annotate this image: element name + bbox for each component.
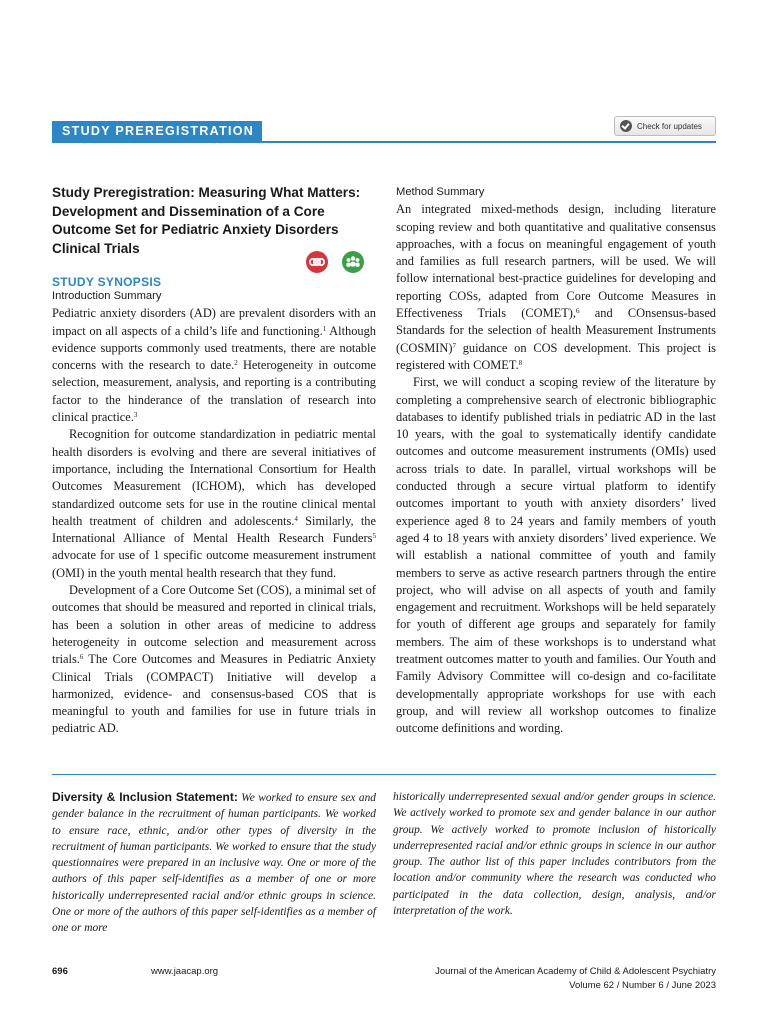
journal-website-link[interactable]: www.jaacap.org bbox=[151, 966, 219, 977]
section-banner: STUDY PREREGISTRATION bbox=[52, 121, 262, 142]
check-updates-icon bbox=[620, 120, 632, 132]
diversity-text-right: historically underrepresented sexual and/or gender groups in science. We actively worked to promote sex and gender balance in our author group. We actively worked to promote inclusion of historically underrepresented racial and/or ethnic groups in science in our author group. The author list of this paper includes contributors from the location and/or community where the research was conducted who participated in the data collection, design, analysis, and/or interpretation of the work. bbox=[393, 791, 716, 918]
synopsis-heading: STUDY SYNOPSIS bbox=[52, 275, 162, 289]
intro-paragraph-1: Pediatric anxiety disorders (AD) are prevalent disorders with an impact on all aspects of a child’s life and functioning.$^1$ Although evidence supports commonly used treatments, there are notable concerns with the research to date.$^2$ Heterogeneity in outcome selection, measurement, analysis, and reporting is a contributing factor to the hinderance of the translation of research into clinical practice.$^3$ bbox=[52, 306, 377, 425]
check-updates-label: Check for updates bbox=[637, 121, 702, 131]
diversity-right bbox=[393, 789, 716, 919]
intro-paragraph-2: Recognition for outcome standardization in pediatric mental health disorders is evolving and there are several initiatives of importance, including the International Consortium for Health Outcomes Measurement (ICHOM), which has developed standardized outcome sets for use in the routine clinical mental health treatment of children and adolescents.$^4$ Similarly, the International Alliance of Mental Health Research Funders$^5$ advocate for use of 1 specific outcome measurement instrument (OMI) in the youth mental health research that they fund. bbox=[52, 427, 376, 580]
intro-paragraph-3: Development of a Core Outcome Set (COS), a minimal set of outcomes that should be measured and reported in clinical trials, has been a solution in other areas of medicine to address heterogeneity in outcome selection and measurement across trials.$^6$ The Core Outcomes and Measures in Pediatric Anxiety Clinical Trials (COMPACT) Initiative will develop a harmonized, evidence- and consensus-based COS that is meaningful to youth and families for use in future trials in pediatric AD. bbox=[52, 583, 376, 736]
diversity-text-left: We worked to ensure sex and gender balance in the recruitment of human participants. We worked to ensure race, ethnic, and/or other types of diversity in the recruitment of human participants. We worked to ensure that the study questionnaires were prepared in an inclusive way. One or more of the authors of this paper self-identifies as a member of one or more historically underrepresented racial and/or ethnic groups in science. One or more of the authors of this paper self-identifies as a member of one or more bbox=[52, 792, 376, 935]
journal-issue: Volume 62 / Number 6 / June 2023 bbox=[569, 980, 716, 991]
page-number: 696 bbox=[52, 966, 68, 977]
check-for-updates-button[interactable] bbox=[614, 116, 716, 136]
method-paragraph-1: An integrated mixed-methods design, including literature scoping review and both quantitative and qualitative consensus approaches, with a focus on meaningful engagement of youth and families as full research partners, will be used. We will follow international best-practice guidelines for developing and reporting COSs, adapted from Core Outcome Measures in Effectiveness Trials (COMET),$^6$ and COnsensus-based Standards for the selection of health Measurement Instruments (COSMIN)$^7$ guidance on COS development. This project is registered with COMET.$^8$ bbox=[396, 202, 717, 372]
method-paragraph-2: First, we will conduct a scoping review of the literature by completing a comprehensive search of electronic bibliographic databases to identify published trials in pediatric AD in the last 10 years, with the goal to systematically identify candidate outcomes and outcome measurement instruments (OMIs) used across trials to date. In parallel, virtual workshops will be conducted through a secure virtual platform to identify outcomes important to youth with anxiety disorders’ lived experience aged 8 to 24 years and family members of youth aged 4 to 18 years with anxiety disorders’ lived experience. We will establish a national committee of youth and family members to serve as active research partners through the entire project, who will advise on all aspects of youth and family engagement and recruitment. Workshops will be held separately for youth of different age groups and separately for family members. The aim of these workshops is to understand what treatment outcomes matter to youth and families. Our Youth and Family Advisory Committee will co-design and co-facilitate developmentally appropriate workshops for use with each group, and will review all workshop outcomes to finalize outcome definitions and wording. bbox=[396, 375, 716, 736]
left-column bbox=[52, 288, 376, 738]
diversity-divider bbox=[52, 774, 716, 775]
preregistered-badge-icon bbox=[306, 251, 328, 273]
diversity-left bbox=[52, 789, 376, 937]
intro-heading: Introduction Summary bbox=[52, 290, 162, 302]
article-title: Study Preregistration: Measuring What Matters: Development and Dissemination of a Core Outcome Set for Pediatric Anxiety Disorders Clinical Trials bbox=[52, 185, 361, 256]
open-materials-badge-icon bbox=[342, 251, 364, 273]
journal-name: Journal of the American Academy of Child & Adolescent Psychiatry bbox=[435, 966, 716, 977]
section-divider bbox=[52, 141, 716, 143]
diversity-heading: Diversity & Inclusion Statement: bbox=[52, 790, 238, 804]
right-column bbox=[396, 184, 716, 738]
method-heading: Method Summary bbox=[396, 186, 485, 198]
